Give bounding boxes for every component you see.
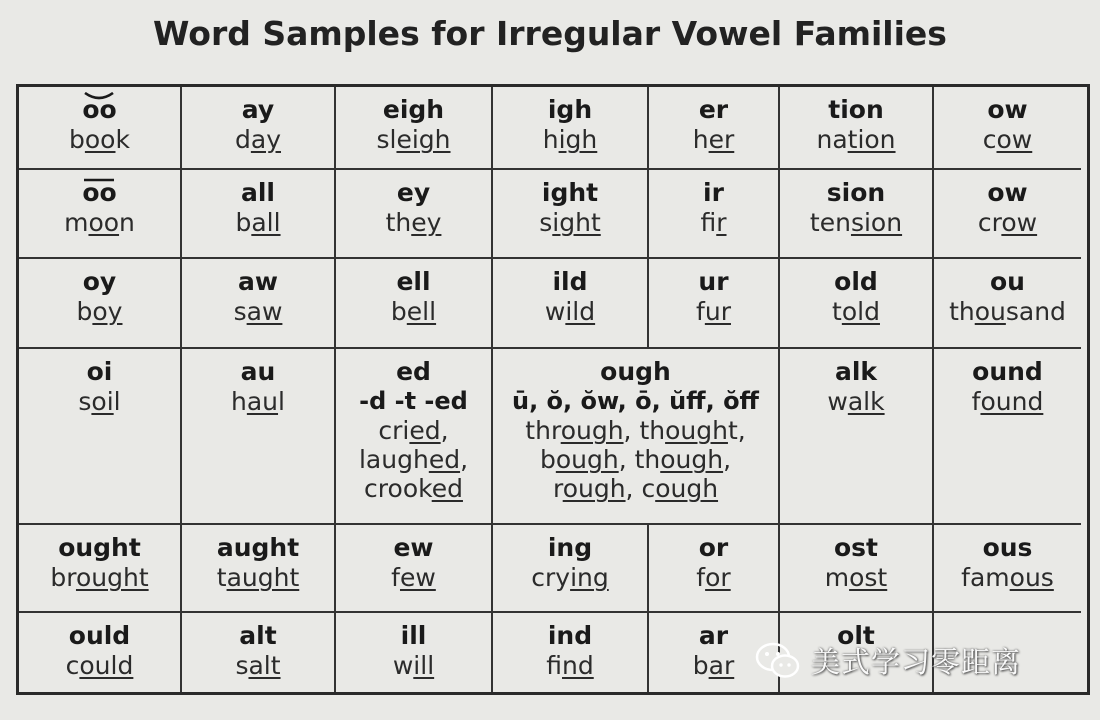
table-cell bbox=[934, 170, 1081, 259]
vowel-pattern: olt bbox=[837, 621, 875, 650]
table-cell bbox=[493, 170, 649, 259]
example-word: found bbox=[971, 387, 1044, 416]
example-word: few bbox=[391, 563, 436, 592]
example-word: they bbox=[385, 208, 442, 237]
table-cell bbox=[182, 170, 336, 259]
example-word: for bbox=[696, 563, 731, 592]
vowel-pattern: old bbox=[834, 267, 878, 296]
table-cell bbox=[493, 525, 649, 613]
example-word: sleigh bbox=[376, 125, 451, 154]
example-word: crying bbox=[531, 563, 609, 592]
table-cell bbox=[780, 87, 934, 170]
table-cell bbox=[182, 259, 336, 349]
vowel-pattern: ould bbox=[68, 621, 131, 650]
table-cell bbox=[336, 170, 493, 259]
vowel-pattern: or bbox=[698, 533, 729, 562]
vowel-pattern: er bbox=[698, 95, 729, 124]
vowel-pattern: aw bbox=[238, 267, 278, 296]
vowel-pattern: ew bbox=[393, 533, 434, 562]
example-word: tension bbox=[809, 208, 903, 237]
table-cell bbox=[182, 613, 336, 692]
example-word: book bbox=[69, 125, 130, 154]
vowel-pattern: oo bbox=[82, 178, 117, 207]
table-cell bbox=[649, 170, 780, 259]
vowel-pattern: aught bbox=[216, 533, 300, 562]
example-word: most bbox=[824, 563, 888, 592]
table-cell bbox=[19, 525, 182, 613]
vowel-pattern: ough bbox=[600, 357, 671, 386]
example-word: ball bbox=[235, 208, 281, 237]
table-cell bbox=[182, 349, 336, 525]
table-cell bbox=[934, 259, 1081, 349]
vowel-pattern: ound bbox=[972, 357, 1043, 386]
vowel-pattern: oy bbox=[82, 267, 117, 296]
vowel-pattern: ight bbox=[541, 178, 599, 207]
vowel-pattern: igh bbox=[547, 95, 593, 124]
table-cell bbox=[934, 349, 1081, 525]
table-cell bbox=[649, 259, 780, 349]
wechat-icon bbox=[755, 642, 801, 680]
sound-variants: -d -t -ed bbox=[359, 387, 468, 415]
table-cell bbox=[493, 349, 780, 525]
vowel-pattern: ing bbox=[547, 533, 593, 562]
example-word: sight bbox=[539, 208, 601, 237]
table-cell bbox=[780, 170, 934, 259]
example-word: walk bbox=[827, 387, 885, 416]
vowel-pattern: ed bbox=[396, 357, 431, 386]
table-cell bbox=[934, 525, 1081, 613]
table-cell bbox=[493, 613, 649, 692]
table-cell bbox=[336, 525, 493, 613]
table-cell bbox=[493, 87, 649, 170]
example-word: famous bbox=[961, 563, 1054, 592]
example-word: find bbox=[546, 651, 594, 680]
vowel-pattern: ost bbox=[833, 533, 878, 562]
breve-mark-icon bbox=[82, 92, 116, 101]
example-word: moon bbox=[64, 208, 135, 237]
example-word: rough, cough bbox=[552, 474, 719, 503]
vowel-pattern: ild bbox=[552, 267, 588, 296]
example-word: nation bbox=[816, 125, 896, 154]
example-word: bar bbox=[692, 651, 735, 680]
example-word: day bbox=[235, 125, 281, 154]
example-word: through, thought, bbox=[525, 416, 746, 445]
watermark-text: 美式学习零距离 bbox=[811, 645, 1022, 679]
vowel-pattern: ell bbox=[396, 267, 431, 296]
vowel-pattern: ey bbox=[396, 178, 431, 207]
table-cell bbox=[19, 613, 182, 692]
vowel-pattern: oo bbox=[19, 95, 180, 125]
example-word: high bbox=[542, 125, 598, 154]
vowel-pattern: ous bbox=[982, 533, 1033, 562]
table-cell bbox=[19, 87, 182, 170]
page-title: Word Samples for Irregular Vowel Families bbox=[153, 14, 947, 53]
example-word: fir bbox=[700, 208, 727, 237]
vowel-pattern: ow bbox=[987, 178, 1028, 207]
vowel-pattern: ar bbox=[698, 621, 729, 650]
vowel-pattern: au bbox=[240, 357, 276, 386]
table-cell bbox=[19, 170, 182, 259]
vowel-pattern: sion bbox=[826, 178, 886, 207]
example-word: will bbox=[392, 651, 435, 680]
sound-variants: ū, ŏ, ŏw, ō, ŭff, ŏff bbox=[511, 387, 759, 415]
vowel-pattern: tion bbox=[828, 95, 884, 124]
example-word: boy bbox=[76, 297, 123, 326]
vowel-pattern: ay bbox=[241, 95, 275, 124]
example-word: crooked bbox=[364, 474, 463, 503]
vowel-pattern: ir bbox=[703, 178, 724, 207]
vowel-pattern: all bbox=[240, 178, 275, 207]
table-cell bbox=[934, 87, 1081, 170]
example-word: crow bbox=[977, 208, 1038, 237]
example-word: her bbox=[692, 125, 735, 154]
vowel-pattern: ow bbox=[987, 95, 1028, 124]
vowel-pattern: ou bbox=[990, 267, 1025, 296]
example-word: cow bbox=[982, 125, 1033, 154]
table-cell bbox=[780, 525, 934, 613]
example-word: brought bbox=[50, 563, 149, 592]
vowel-pattern: alt bbox=[239, 621, 277, 650]
example-word: cried, bbox=[378, 416, 449, 445]
macron-mark-icon bbox=[82, 177, 116, 183]
example-word: thousand bbox=[949, 297, 1066, 326]
table-cell bbox=[336, 349, 493, 525]
example-word: fur bbox=[696, 297, 731, 326]
example-word: salt bbox=[235, 651, 281, 680]
example-word: wild bbox=[544, 297, 596, 326]
example-word: bough, though, bbox=[539, 445, 732, 474]
vowel-pattern: eigh bbox=[382, 95, 445, 124]
vowel-pattern: ill bbox=[400, 621, 427, 650]
table-cell bbox=[336, 87, 493, 170]
table-cell bbox=[649, 87, 780, 170]
example-word: told bbox=[832, 297, 880, 326]
table-cell bbox=[19, 349, 182, 525]
vowel-pattern: alk bbox=[834, 357, 878, 386]
table-cell bbox=[336, 613, 493, 692]
table-cell bbox=[182, 87, 336, 170]
example-word: haul bbox=[231, 387, 285, 416]
table-cell bbox=[19, 259, 182, 349]
table-cell bbox=[182, 525, 336, 613]
vowel-families-table bbox=[16, 84, 1090, 695]
example-word: soil bbox=[78, 387, 121, 416]
example-word: taught bbox=[216, 563, 300, 592]
table-cell bbox=[780, 349, 934, 525]
table-cell bbox=[780, 259, 934, 349]
table-cell bbox=[336, 259, 493, 349]
vowel-pattern: ur bbox=[698, 267, 729, 296]
vowel-pattern: ought bbox=[58, 533, 141, 562]
example-word: laughed, bbox=[358, 445, 469, 474]
example-word: saw bbox=[233, 297, 283, 326]
table-cell bbox=[493, 259, 649, 349]
table-cell bbox=[649, 525, 780, 613]
example-word: bell bbox=[390, 297, 437, 326]
vowel-pattern: ind bbox=[547, 621, 593, 650]
watermark bbox=[755, 640, 1021, 681]
example-word: could bbox=[65, 651, 134, 680]
vowel-pattern: oi bbox=[86, 357, 113, 386]
